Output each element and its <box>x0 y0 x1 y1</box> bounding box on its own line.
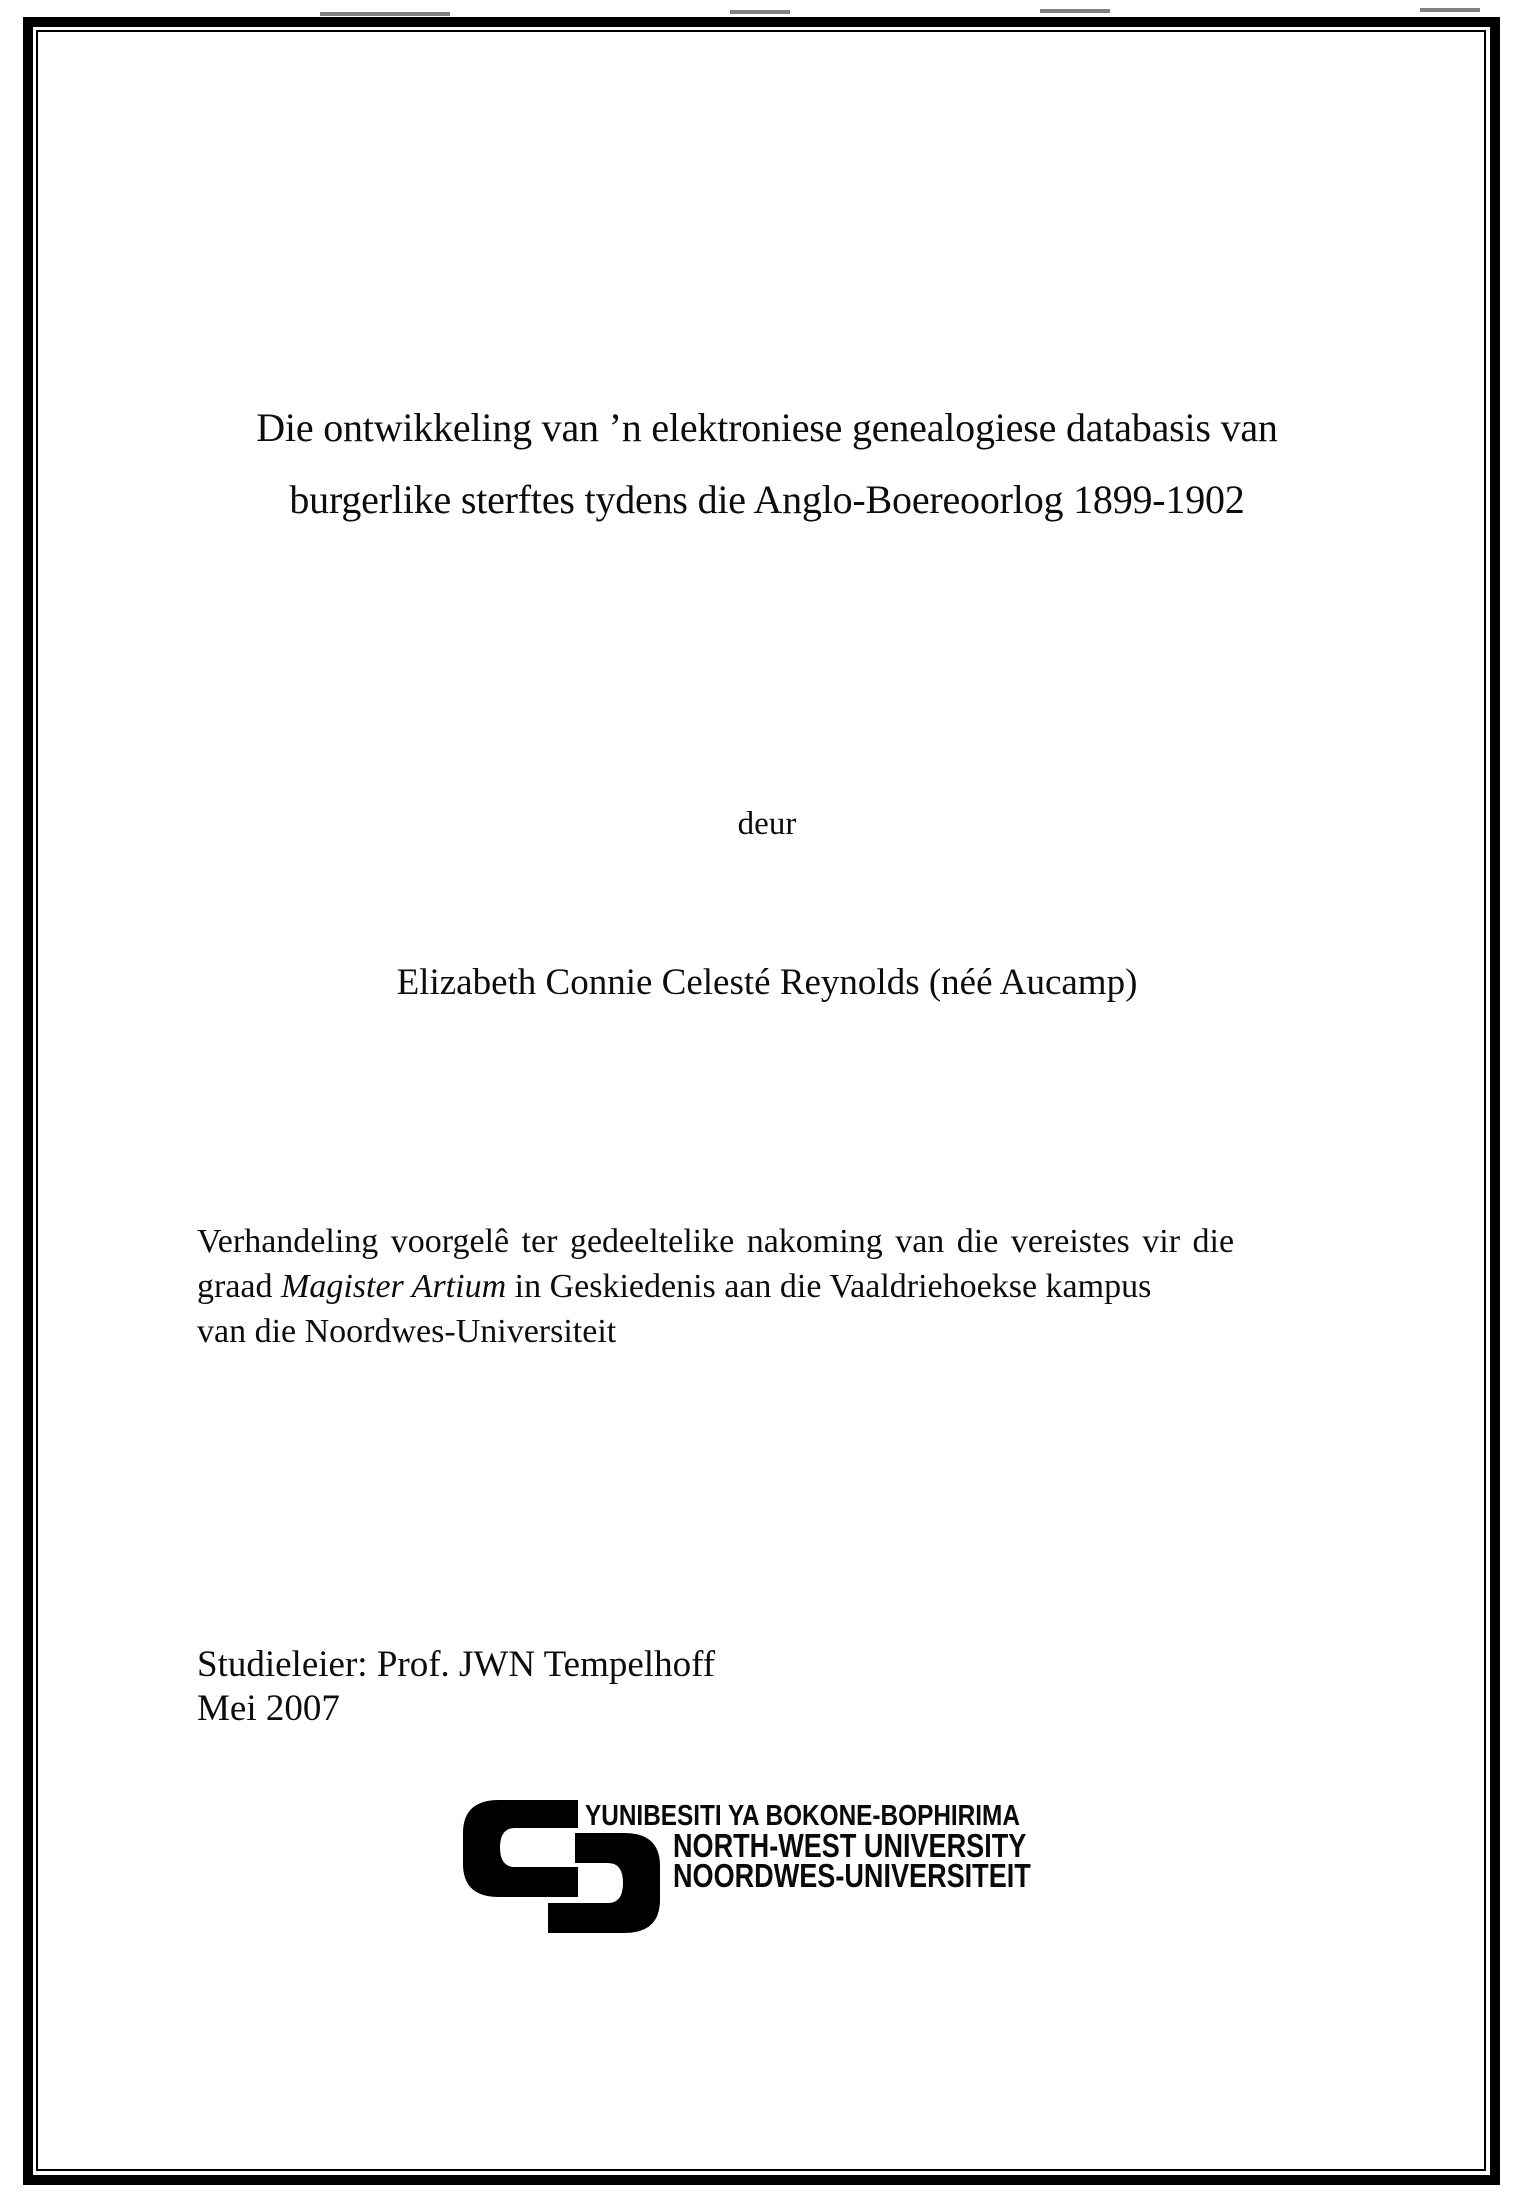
scan-artifact <box>730 10 790 14</box>
degree-statement-line1: Verhandeling voorgelê ter gedeeltelike nakoming van die vereistes vir die <box>197 1223 1235 1260</box>
scan-artifact <box>1420 8 1480 12</box>
degree-statement-line2-pre: graad <box>197 1268 282 1305</box>
supervisor-line: Studieleier: Prof. JWN Tempelhoff <box>197 1644 716 1685</box>
scan-artifact <box>320 12 450 16</box>
degree-statement-line2-post: in Geskiedenis aan die Vaaldriehoekse kampus <box>506 1268 1152 1305</box>
degree-statement <box>197 1219 1337 1354</box>
degree-statement-line2 <box>197 1264 1337 1309</box>
degree-statement-line3: van die Noordwes-Universiteit <box>197 1313 617 1350</box>
author-name: Elizabeth Connie Celesté Reynolds (néé Aucamp) <box>396 962 1138 1003</box>
degree-name-italic: Magister Artium <box>281 1268 507 1305</box>
university-name-setswana: YUNIBESITI YA BOKONE-BOPHIRIMA <box>585 1800 1020 1832</box>
university-name-afrikaans: NOORDWES-UNIVERSITEIT <box>673 1857 1031 1894</box>
date-line: Mei 2007 <box>197 1688 340 1729</box>
thesis-title-line1: Die ontwikkeling van ’n elektroniese genealogiese databasis van <box>256 405 1278 450</box>
byline: deur <box>737 806 797 842</box>
thesis-title-line2: burgerlike sterftes tydens die Anglo-Boereoorlog 1899-1902 <box>289 477 1245 522</box>
thesis-title <box>197 392 1337 536</box>
scan-artifact <box>1040 9 1110 13</box>
university-name-english: NORTH-WEST UNIVERSITY <box>673 1827 1027 1864</box>
supervisor-block <box>197 1643 1337 1731</box>
